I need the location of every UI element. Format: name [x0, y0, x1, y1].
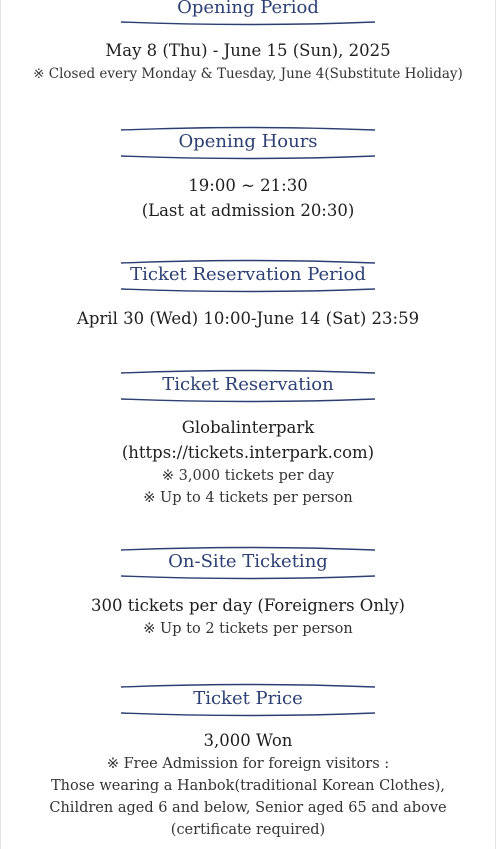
free-admission-hanbok: Those wearing a Hanbok(traditional Korean Clothes),	[50, 778, 446, 794]
section-title: On-Site Ticketing	[168, 551, 328, 572]
opening-hours-last-admission: (Last at admission 20:30)	[141, 201, 355, 220]
section-banner	[119, 681, 377, 719]
section-on-site-ticketing	[0, 544, 496, 640]
on-site-daily-limit: 300 tickets per day (Foreigners Only)	[90, 596, 405, 615]
reservation-per-person-note: ※ Up to 4 tickets per person	[143, 490, 353, 506]
opening-period-note: ※ Closed every Monday & Tuesday, June 4(Substitute Holiday)	[33, 66, 463, 82]
section-opening-period	[0, 0, 496, 85]
section-ticket-price	[0, 681, 496, 841]
section-banner	[119, 367, 377, 405]
on-site-per-person-note: ※ Up to 2 tickets per person	[143, 621, 353, 637]
free-admission-note: ※ Free Admission for foreign visitors :	[106, 756, 390, 772]
section-banner	[119, 544, 377, 582]
free-admission-certificate: (certificate required)	[170, 822, 326, 838]
section-title: Ticket Reservation	[162, 374, 334, 395]
section-title: Ticket Reservation Period	[130, 264, 366, 285]
section-title: Opening Period	[177, 0, 319, 18]
reservation-site-link[interactable]: (https://tickets.interpark.com)	[121, 443, 375, 462]
opening-period-dates: May 8 (Thu) - June 15 (Sun), 2025	[105, 41, 391, 60]
section-ticket-reservation-period	[0, 257, 496, 331]
ticket-price-value: 3,000 Won	[203, 731, 293, 750]
section-opening-hours	[0, 124, 496, 223]
section-banner	[119, 124, 377, 162]
section-banner	[119, 0, 377, 28]
reservation-daily-limit-note: ※ 3,000 tickets per day	[161, 468, 335, 484]
section-banner	[119, 257, 377, 295]
section-title: Opening Hours	[178, 131, 318, 152]
reservation-period-dates: April 30 (Wed) 10:00-June 14 (Sat) 23:59	[76, 309, 420, 328]
section-title: Ticket Price	[193, 688, 303, 709]
reservation-site-name: Globalinterpark	[181, 418, 315, 437]
opening-hours-time: 19:00 ~ 21:30	[188, 176, 308, 195]
free-admission-age: Children aged 6 and below, Senior aged 65 and above	[49, 800, 447, 816]
section-ticket-reservation	[0, 367, 496, 509]
